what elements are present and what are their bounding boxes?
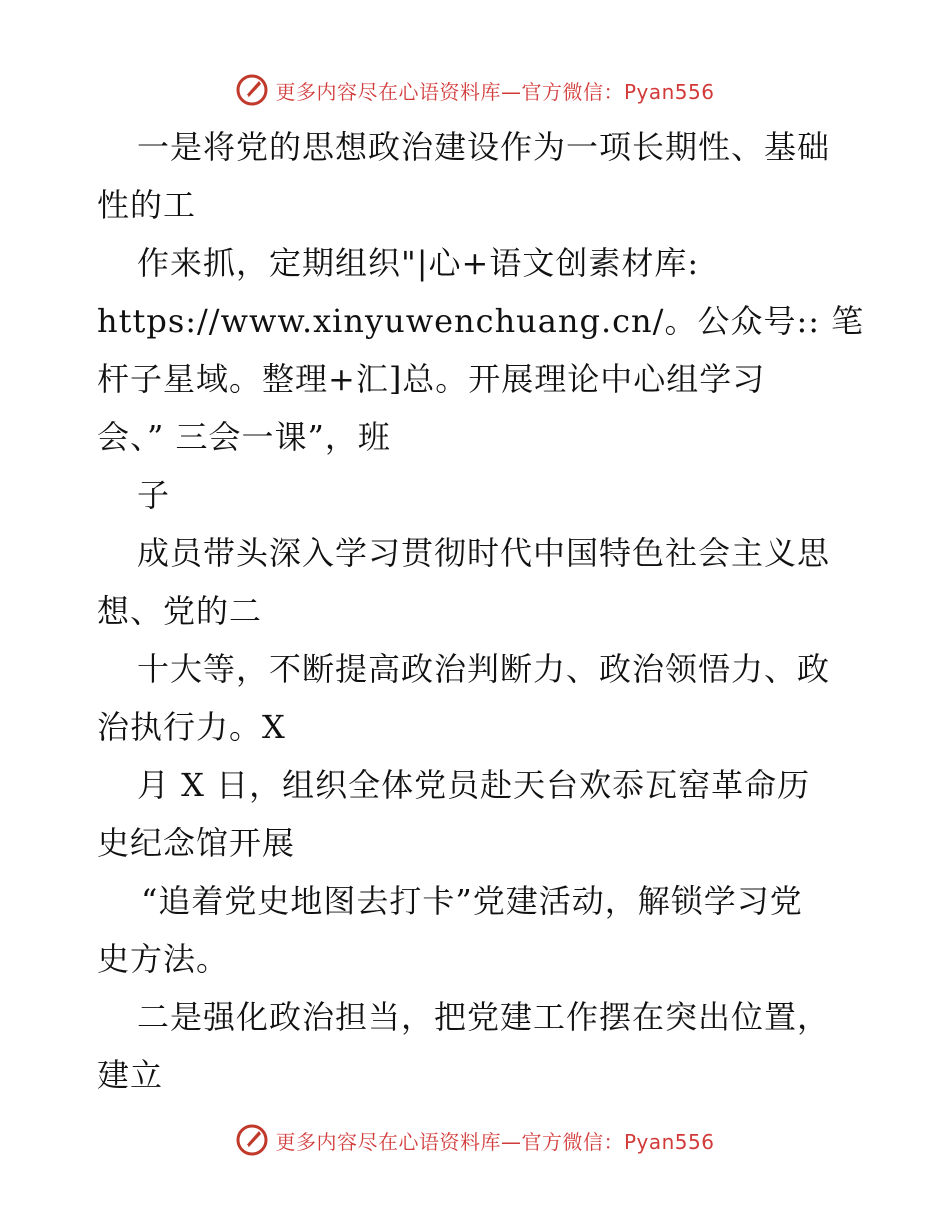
- footer-banner: [0, 1120, 950, 1160]
- body-line: 性的工: [97, 186, 197, 224]
- body-line: 成员带头深入学习贯彻时代中国特色社会主义思: [137, 534, 831, 572]
- footer-banner-text: 更多内容尽在心语资料库—官方微信：Pyan556: [275, 1129, 715, 1154]
- body-line: “追着党史地图去打卡”党建活动，解锁学习党: [141, 882, 803, 920]
- body-line: 建立: [97, 1056, 164, 1094]
- header-banner: [0, 70, 950, 110]
- quill-logo-icon: [235, 73, 269, 107]
- body-line: 十大等，不断提高政治判断力、政治领悟力、政: [137, 650, 831, 688]
- body-line: 杆子星域。整理+汇]总。开展理论中心组学习: [97, 360, 766, 398]
- body-line: 史方法。: [97, 940, 230, 978]
- quill-logo-icon: [235, 1123, 269, 1157]
- body-line: 史纪念馆开展: [97, 824, 296, 862]
- body-line: 会、” 三会一课”，班: [97, 418, 391, 456]
- body-line: 想、党的二: [97, 592, 263, 630]
- body-line: 一是将党的思想政治建设作为一项长期性、基础: [137, 128, 831, 166]
- body-line: 子: [137, 476, 171, 514]
- body-line: https://www.xinyuwenchuang.cn/。公众号:: 笔: [97, 302, 865, 340]
- body-line: 作来抓，定期组织"|心+语文创素材库:: [137, 244, 700, 282]
- body-line: 二是强化政治担当，把党建工作摆在突出位置，: [137, 998, 831, 1036]
- document-body: [97, 118, 865, 1104]
- body-line: 治执行力。X: [97, 708, 286, 746]
- header-banner-text: 更多内容尽在心语资料库—官方微信：Pyan556: [275, 79, 715, 104]
- body-line: 月 X 日，组织全体党员赴天台欢忝瓦窑革命历: [137, 766, 811, 804]
